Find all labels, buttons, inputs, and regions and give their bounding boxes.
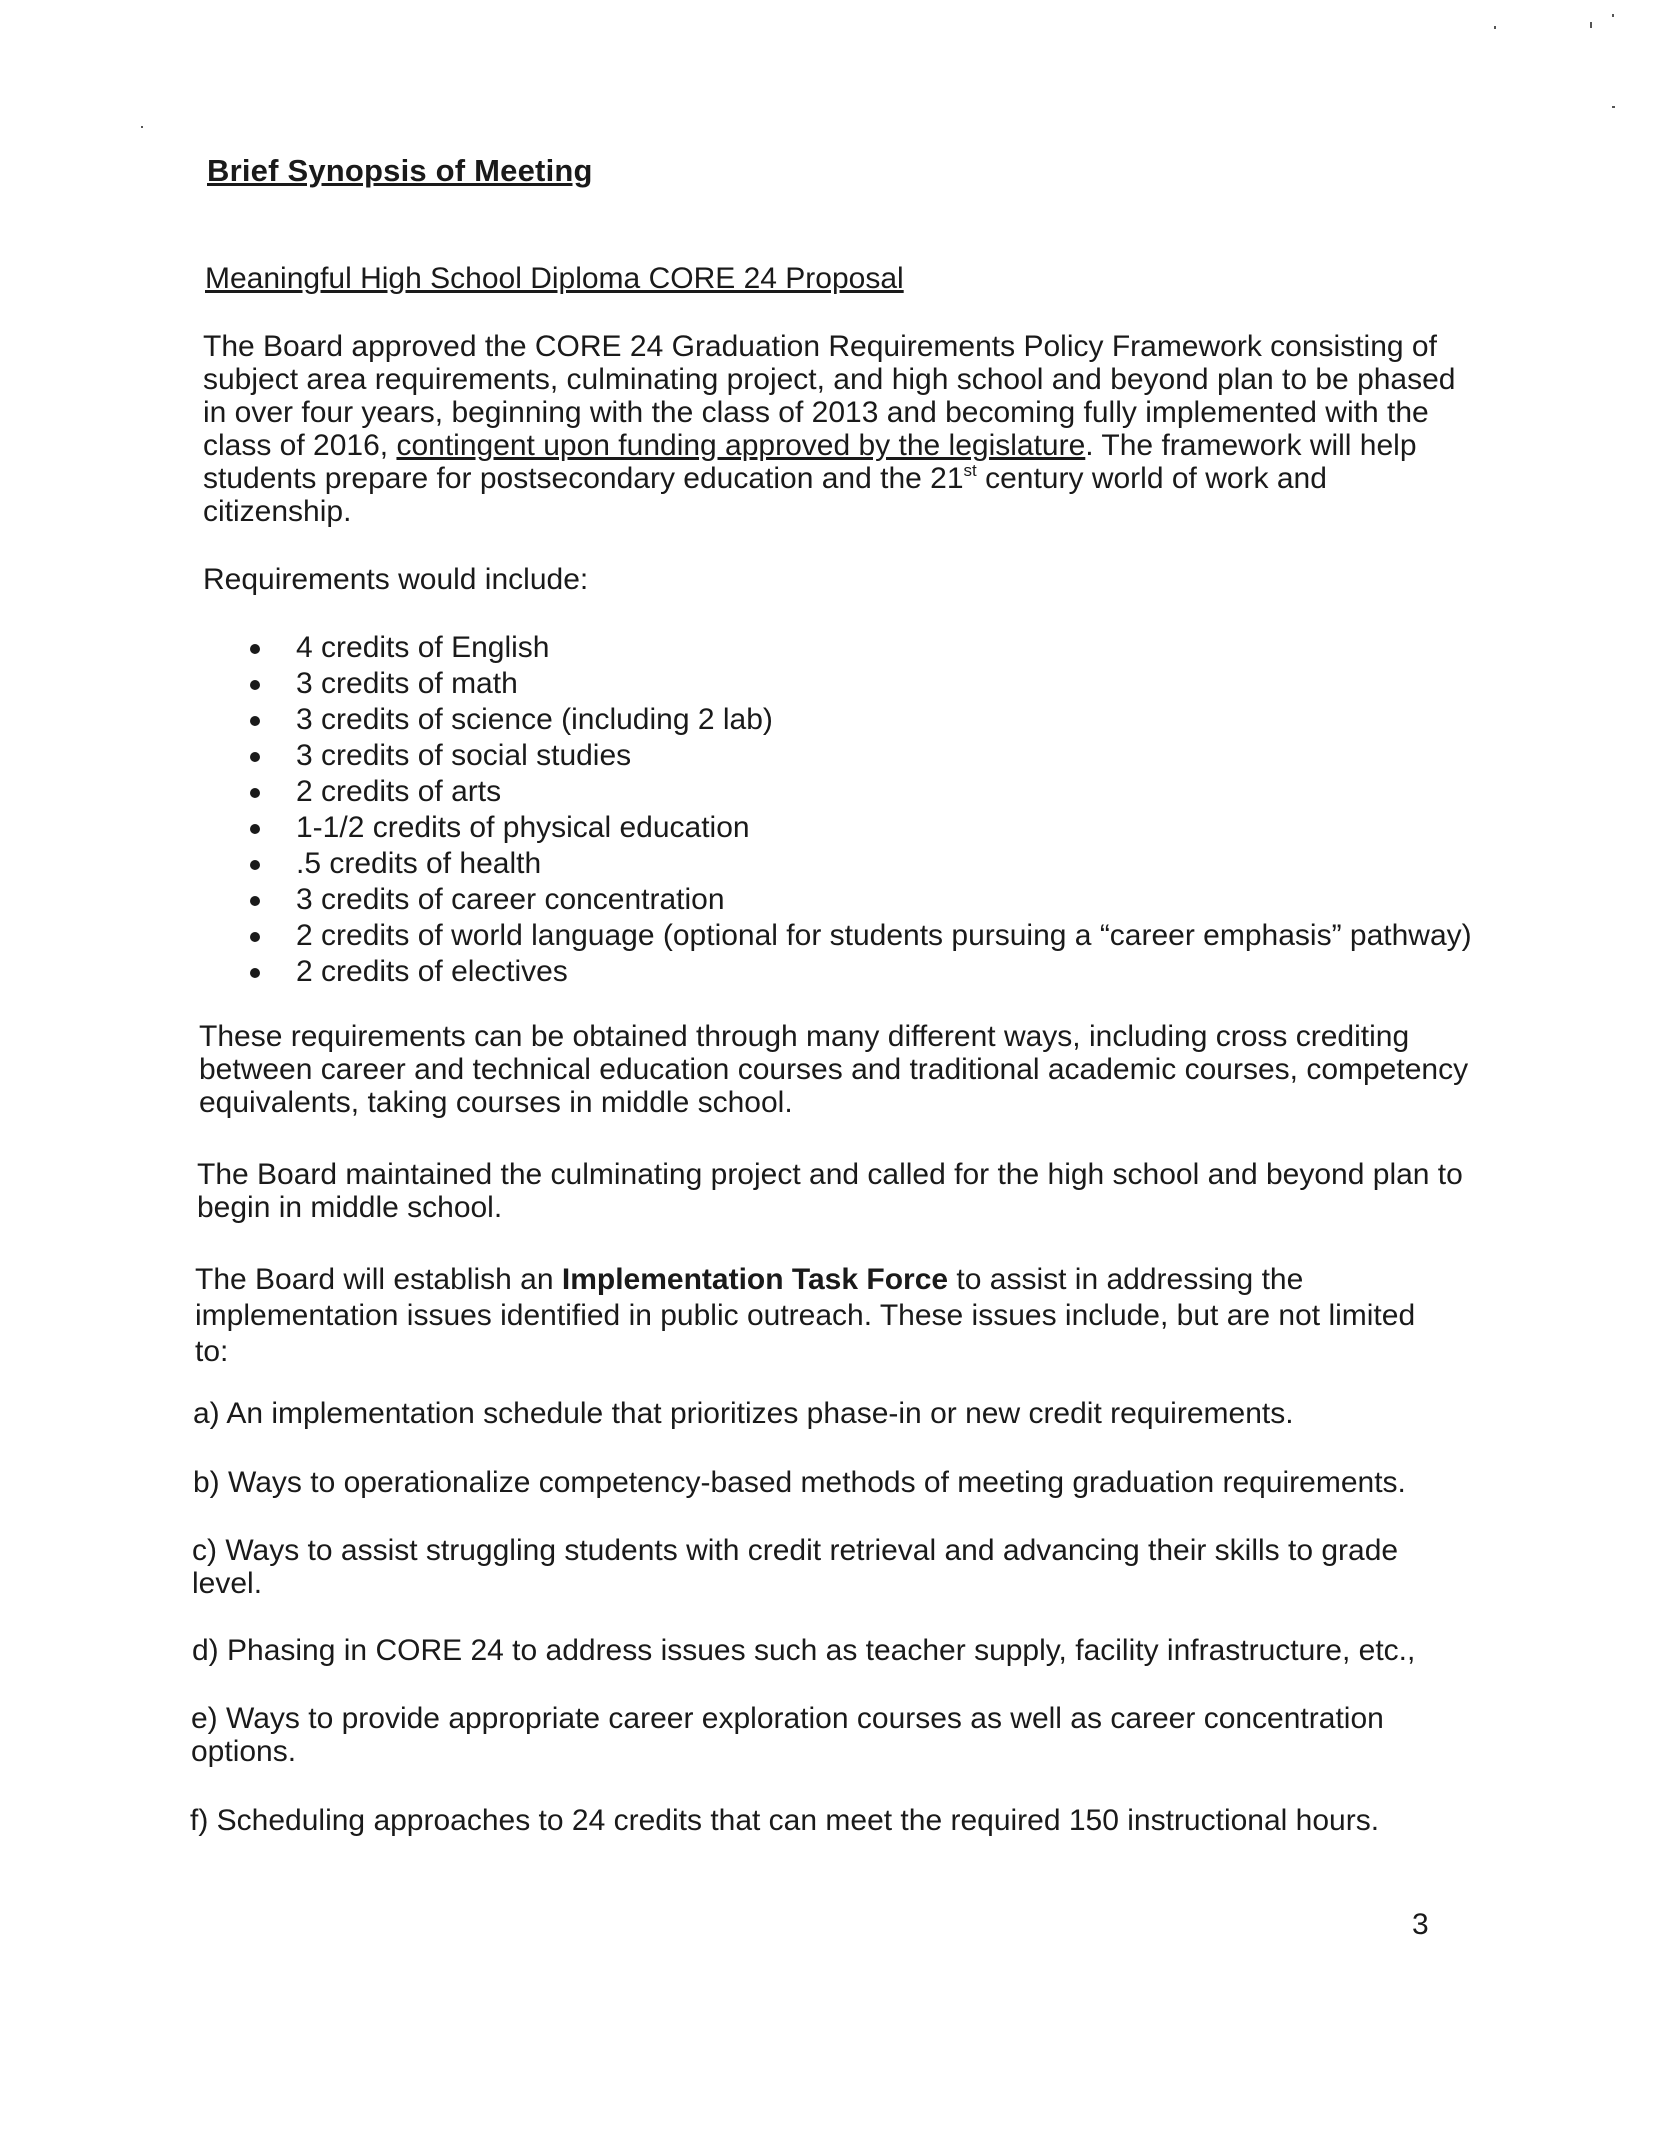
- section-title: Meaningful High School Diploma CORE 24 Proposal: [205, 262, 904, 295]
- scan-speck: [1612, 14, 1614, 17]
- list-item: [244, 882, 1472, 918]
- paragraph-maintained: The Board maintained the culminating project and called for the high school and beyond plan to begin in middle school.: [197, 1158, 1463, 1224]
- issue-item-a: a) An implementation schedule that prioritizes phase-in or new credit requirements.: [193, 1397, 1294, 1430]
- bullet-icon: [250, 860, 260, 870]
- list-item-text: 3 credits of science (including 2 lab): [296, 703, 773, 736]
- page-number: 3: [1412, 1908, 1429, 1941]
- issue-item-f: f) Scheduling approaches to 24 credits that can meet the required 150 instructional hours.: [190, 1804, 1380, 1837]
- list-item-text: .5 credits of health: [296, 847, 542, 880]
- issue-item-b: b) Ways to operationalize competency-based methods of meeting graduation requirements.: [193, 1466, 1406, 1499]
- list-item-text: 3 credits of social studies: [296, 739, 632, 772]
- list-item: [244, 846, 1472, 882]
- scan-speck: [1494, 26, 1496, 29]
- bullet-icon: [250, 896, 260, 906]
- scan-speck: [1590, 22, 1592, 28]
- intro-underlined-text: contingent upon funding approved by the legislature: [396, 429, 1086, 462]
- scan-speck: [141, 126, 143, 128]
- list-item: [244, 738, 1472, 774]
- issue-item-c: c) Ways to assist struggling students with credit retrieval and advancing their skills to grade level.: [192, 1534, 1399, 1600]
- list-item-text: 2 credits of electives: [296, 955, 568, 988]
- list-item-text: 4 credits of English: [296, 631, 550, 664]
- task-force-text-2: to assist in addressing the implementation issues identified in public outreach. These issues include, but are not limited to:: [195, 1263, 1416, 1368]
- list-item: [244, 810, 1472, 846]
- page-title: Brief Synopsis of Meeting: [207, 153, 593, 188]
- bullet-icon: [250, 752, 260, 762]
- list-item-text: 2 credits of world language (optional for students pursuing a “career emphasis” pathway): [296, 919, 1472, 952]
- intro-text-3: century world of work and citizenship.: [203, 462, 1327, 528]
- intro-text-1: The Board approved the CORE 24 Graduation Requirements Policy Framework consisting of subject area requirements, culminating project, and high school and beyond plan to be phased in over four years, beginning with the class of 2013 and becoming fully implemented with the class of 2016,: [203, 330, 1456, 462]
- bullet-icon: [250, 680, 260, 690]
- bullet-icon: [250, 824, 260, 834]
- task-force-bold: Implementation Task Force: [561, 1263, 949, 1296]
- list-item: [244, 954, 1472, 990]
- intro-text-2: . The framework will help students prepare for postsecondary education and the 21: [203, 429, 1417, 495]
- list-item-text: 3 credits of math: [296, 667, 518, 700]
- requirements-intro: Requirements would include:: [203, 563, 589, 596]
- list-item: [244, 918, 1472, 954]
- bullet-icon: [250, 968, 260, 978]
- paragraph-ways: These requirements can be obtained through many different ways, including cross crediting between career and technical education courses and traditional academic courses, competency equivalents, taking courses in middle school.: [199, 1020, 1469, 1119]
- intro-paragraph: [203, 330, 1463, 528]
- list-item-text: 3 credits of career concentration: [296, 883, 725, 916]
- bullet-icon: [250, 932, 260, 942]
- list-item: [244, 666, 1472, 702]
- bullet-icon: [250, 788, 260, 798]
- task-force-text-1: The Board will establish an: [195, 1263, 562, 1296]
- scan-speck: [1612, 106, 1615, 108]
- list-item-text: 1-1/2 credits of physical education: [296, 811, 750, 844]
- list-item: [244, 630, 1472, 666]
- requirements-list: [244, 630, 1472, 990]
- issue-item-d: d) Phasing in CORE 24 to address issues such as teacher supply, facility infrastructure, etc.,: [192, 1634, 1416, 1667]
- list-item-text: 2 credits of arts: [296, 775, 502, 808]
- bullet-icon: [250, 644, 260, 654]
- intro-superscript: st: [963, 461, 977, 480]
- list-item: [244, 774, 1472, 810]
- issue-item-e: e) Ways to provide appropriate career exploration courses as well as career concentration options.: [191, 1702, 1384, 1768]
- paragraph-task-force: [195, 1262, 1425, 1370]
- bullet-icon: [250, 716, 260, 726]
- list-item: [244, 702, 1472, 738]
